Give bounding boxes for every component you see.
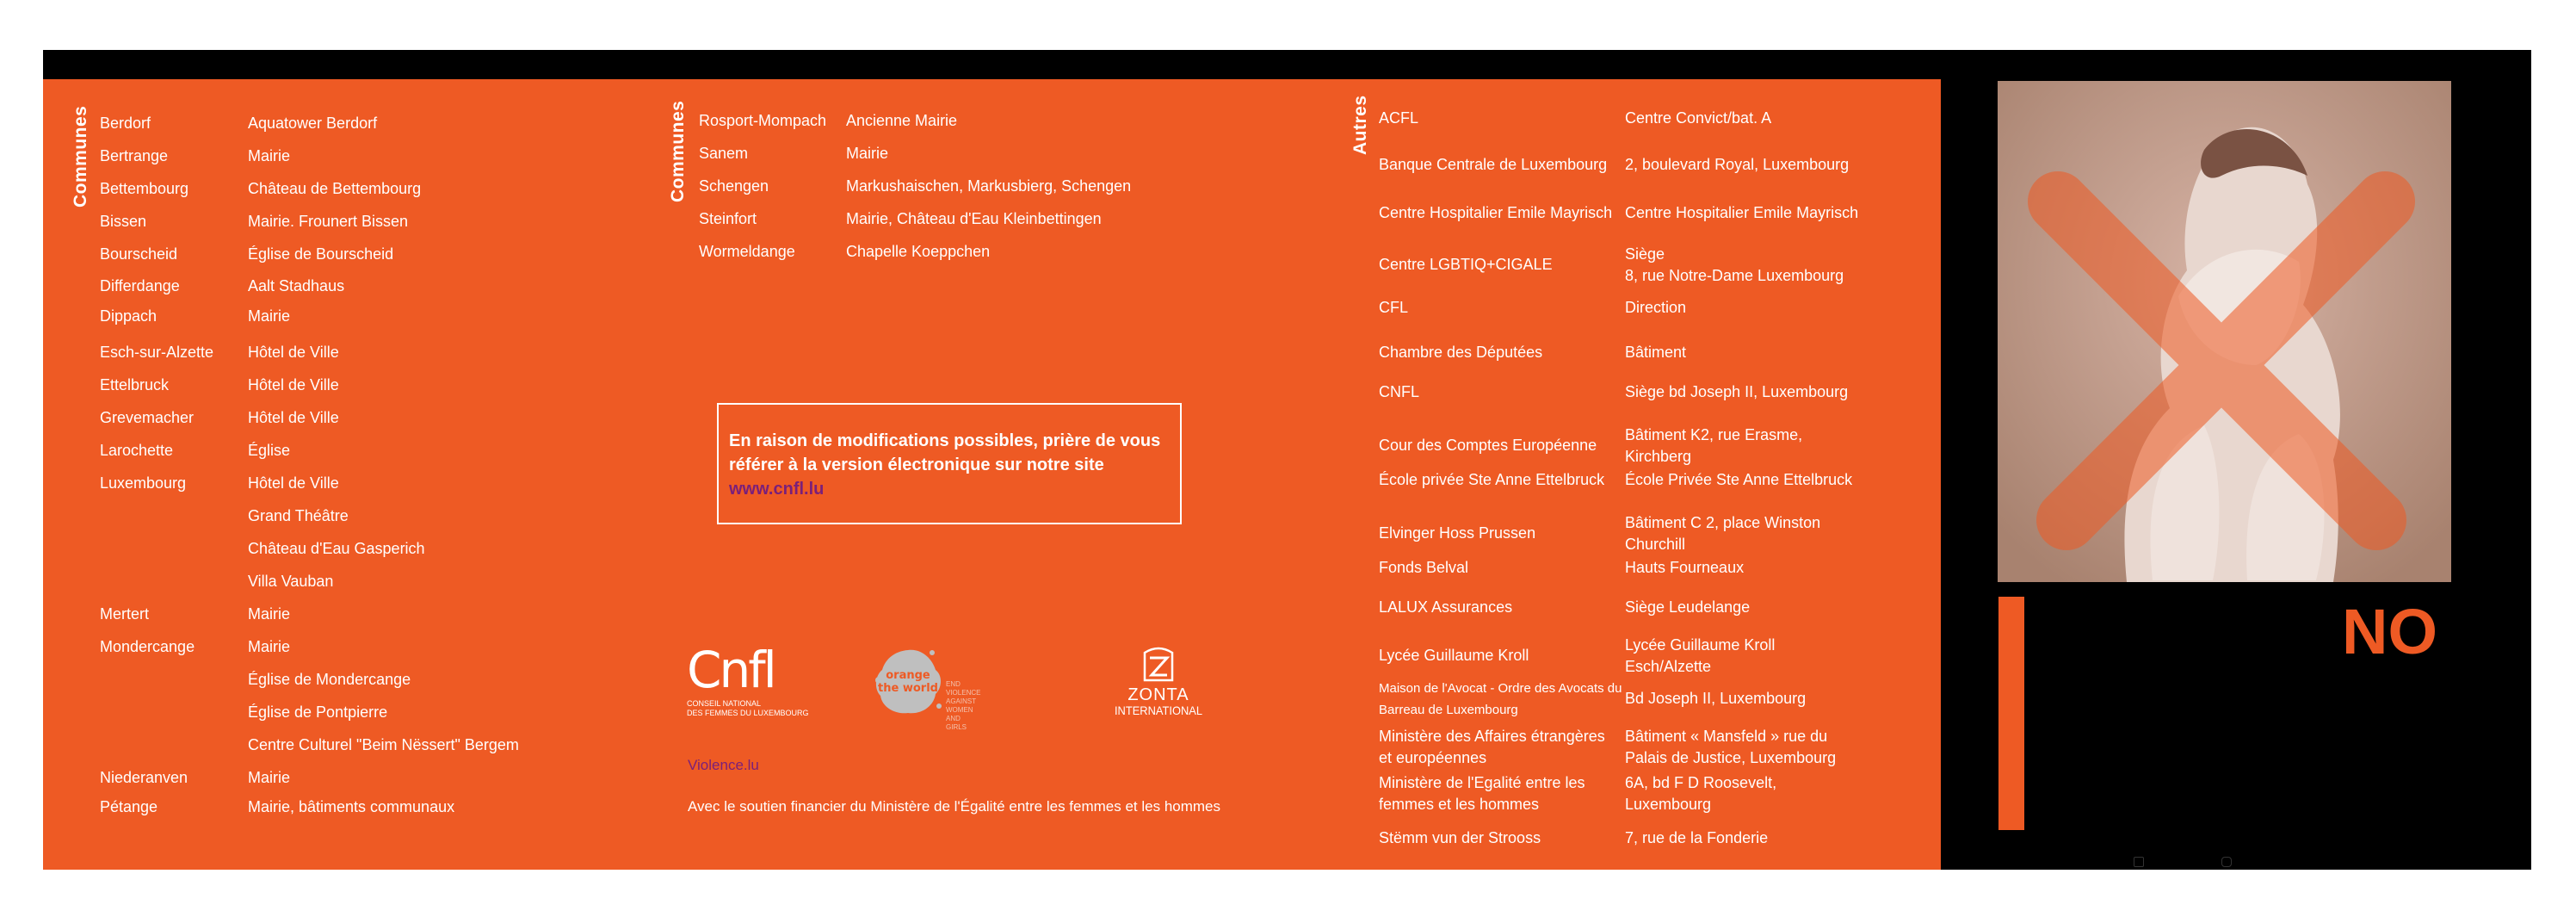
svg-text:orange: orange: [886, 669, 930, 682]
organisation-name: [1379, 435, 1597, 456]
instagram-icon[interactable]: [2221, 857, 2232, 867]
venue-line: Bâtiment C 2, place Winston: [1625, 514, 1821, 531]
venue-line-2: Palais de Justice, Luxembourg: [1625, 749, 1837, 766]
organisation-name: [1379, 678, 1622, 721]
commune-venue: Grand Théâtre: [248, 507, 349, 524]
commune-venue: Mairie: [248, 307, 291, 325]
venue-line: Bâtiment « Mansfeld » rue du: [1625, 728, 1828, 745]
organisation-venue: [1625, 688, 1806, 710]
commune-venue: Mairie: [248, 147, 291, 164]
svg-text:the world: the world: [878, 682, 938, 695]
organisation-venue: [1625, 512, 1820, 555]
orange-the-world-splash-icon: [872, 646, 945, 719]
notice-box: [717, 403, 1182, 524]
organisation-name: [1379, 597, 1512, 618]
autres-vertical-label: Autres: [1350, 95, 1370, 155]
organisation-name-line: Lycée Guillaume Kroll: [1379, 647, 1529, 664]
organisation-venue: [1625, 469, 1852, 491]
organisation-name-line: Stëmm vun der Strooss: [1379, 829, 1541, 846]
organisation-name: [1379, 827, 1541, 849]
venue-line: 7, rue de la Fonderie: [1625, 829, 1769, 846]
organisation-name-line: Maison de l'Avocat - Ordre des Avocats du: [1379, 681, 1622, 696]
organisation-name: [1379, 297, 1408, 319]
organisation-venue: [1625, 108, 1771, 129]
commune-venue: Mairie: [248, 769, 291, 786]
organisation-name: [1379, 254, 1553, 276]
commune-venue: Aquatower Berdorf: [248, 115, 378, 132]
commune-name: Differdange: [100, 277, 180, 294]
venue-line-2: 8, rue Notre-Dame Luxembourg: [1625, 267, 1844, 284]
commune-venue: Aalt Stadhaus: [248, 277, 345, 294]
organisation-name-line: ACFL: [1379, 109, 1419, 127]
notice-text: [729, 429, 1168, 501]
organisation-venue: [1625, 342, 1686, 363]
organisation-name-line: Elvinger Hoss Prussen: [1379, 524, 1536, 542]
venue-line: École Privée Ste Anne Ettelbruck: [1625, 471, 1853, 488]
cover-title-no: NO: [2342, 596, 2437, 667]
organisation-name: [1379, 726, 1605, 769]
organisation-name: [1379, 154, 1607, 176]
organisation-name: [1379, 645, 1529, 666]
cnfl-website-link[interactable]: www.cnfl.lu: [729, 480, 825, 499]
zonta-logo-text: ZONTA: [1127, 685, 1189, 704]
venue-line-2: Kirchberg: [1625, 448, 1692, 465]
organisation-name-line: Ministère de l'Egalité entre les: [1379, 774, 1585, 791]
organisation-venue: [1625, 154, 1849, 176]
organisation-venue: [1625, 597, 1750, 618]
zonta-emblem-icon: [1141, 644, 1176, 682]
organisation-venue: [1625, 557, 1744, 579]
commune-venue: Mairie, Château d'Eau Kleinbettingen: [846, 210, 1102, 227]
commune-name: Esch-sur-Alzette: [100, 344, 214, 361]
commune-name: Sanem: [699, 145, 749, 162]
commune-name: Bissen: [100, 213, 147, 230]
commune-venue: Ancienne Mairie: [846, 112, 958, 129]
communes-vertical-label-2: Communes: [668, 100, 688, 202]
organisation-venue: [1625, 425, 1802, 468]
woman-covering-face-image: [1998, 81, 2451, 582]
organisation-venue: [1625, 827, 1768, 849]
commune-name: Mertert: [100, 605, 150, 623]
commune-name: Bettembourg: [100, 180, 189, 197]
commune-name: Dippach: [100, 307, 158, 325]
commune-name: Berdorf: [100, 115, 151, 132]
commune-venue: Chapelle Koeppchen: [846, 243, 991, 260]
commune-venue: Hôtel de Ville: [248, 474, 339, 492]
violence-lu-link[interactable]: Violence.lu: [688, 757, 759, 773]
commune-venue: Hôtel de Ville: [248, 409, 339, 426]
commune-name: Grevemacher: [100, 409, 195, 426]
venue-line: 6A, bd F D Roosevelt,: [1625, 774, 1777, 791]
venue-line: Bâtiment K2, rue Erasme,: [1625, 426, 1803, 443]
orange-logo-text: [946, 680, 980, 732]
top-black-bar: [43, 50, 2531, 81]
commune-name: Steinfort: [699, 210, 757, 227]
organisation-venue: [1625, 202, 1858, 224]
organisation-name: [1379, 381, 1419, 403]
organisation-name-line: Chambre des Députées: [1379, 344, 1543, 361]
commune-name: Larochette: [100, 442, 174, 459]
commune-name: Bertrange: [100, 147, 169, 164]
organisation-name-line: CNFL: [1379, 383, 1420, 400]
venue-line: Hauts Fourneaux: [1625, 559, 1745, 576]
commune-venue: Église de Mondercange: [248, 671, 411, 688]
commune-venue: Château d'Eau Gasperich: [248, 540, 425, 557]
zonta-logo: [1107, 644, 1210, 717]
commune-venue: Église de Bourscheid: [248, 245, 394, 263]
venue-line: Centre Hospitalier Emile Mayrisch: [1625, 204, 1859, 221]
organisation-name: [1379, 342, 1542, 363]
commune-venue: Hôtel de Ville: [248, 376, 339, 394]
organisation-venue: [1625, 635, 1775, 678]
cnfl-logo-sub2: DES FEMMES DU LUXEMBOURG: [687, 709, 809, 717]
venue-line: Siège bd Joseph II, Luxembourg: [1625, 383, 1849, 400]
organisation-name-line-2: et européennes: [1379, 749, 1487, 766]
orange-accent-bar: [1998, 597, 2024, 830]
commune-name: Pétange: [100, 798, 158, 815]
organisation-name-line-2: femmes et les hommes: [1379, 796, 1540, 813]
organisation-venue: [1625, 726, 1836, 769]
venue-line: Lycée Guillaume Kroll: [1625, 636, 1776, 654]
venue-line: Bd Joseph II, Luxembourg: [1625, 690, 1807, 707]
venue-line: Siège: [1625, 245, 1665, 263]
organisation-name: [1379, 557, 1468, 579]
organisation-name-line: CFL: [1379, 299, 1409, 316]
organisation-name-line: Fonds Belval: [1379, 559, 1469, 576]
commune-venue: Mairie, bâtiments communaux: [248, 798, 455, 815]
commune-venue: Hôtel de Ville: [248, 344, 339, 361]
communes-vertical-label: Communes: [71, 105, 90, 208]
cover-photo: [1998, 81, 2451, 582]
organisation-name: [1379, 523, 1535, 544]
commune-venue: Villa Vauban: [248, 573, 334, 590]
organisation-name-line: LALUX Assurances: [1379, 598, 1513, 616]
organisation-venue: [1625, 772, 1776, 815]
organisation-name-line: Centre LGBTIQ+CIGALE: [1379, 256, 1553, 273]
cnfl-logo-sub1: CONSEIL NATIONAL: [687, 699, 762, 708]
venue-line-2: Luxembourg: [1625, 796, 1712, 813]
commune-venue: Centre Culturel "Beim Nëssert" Bergem: [248, 736, 519, 753]
organisation-name-line-2: Barreau de Luxembourg: [1379, 703, 1518, 717]
commune-name: Rosport-Mompach: [699, 112, 827, 129]
organisation-name: [1379, 202, 1612, 224]
commune-venue: Mairie: [248, 605, 291, 623]
venue-line: Direction: [1625, 299, 1687, 316]
orange-logo-sub1: END VIOLENCE: [946, 680, 981, 697]
organisation-venue: [1625, 244, 1844, 287]
commune-venue: Markushaischen, Markusbierg, Schengen: [846, 177, 1132, 195]
organisation-name: [1379, 469, 1604, 491]
commune-name: Mondercange: [100, 638, 195, 655]
organisation-name-line: Banque Centrale de Luxembourg: [1379, 156, 1608, 173]
facebook-icon[interactable]: [2134, 857, 2144, 867]
organisation-name-line: École privée Ste Anne Ettelbruck: [1379, 471, 1605, 488]
venue-line: Bâtiment: [1625, 344, 1687, 361]
cnfl-logo-text: Cnfl: [687, 641, 775, 699]
commune-venue: Mairie. Frounert Bissen: [248, 213, 409, 230]
commune-venue: Château de Bettembourg: [248, 180, 422, 197]
commune-name: Luxembourg: [100, 474, 187, 492]
venue-line: Siège Leudelange: [1625, 598, 1751, 616]
organisation-venue: [1625, 297, 1686, 319]
orange-logo-sub2: AGAINST WOMEN: [946, 697, 976, 714]
venue-line: 2, boulevard Royal, Luxembourg: [1625, 156, 1850, 173]
commune-name: Niederanven: [100, 769, 188, 786]
orange-the-world-logo: [872, 646, 981, 731]
venue-line: Centre Convict/bat. A: [1625, 109, 1772, 127]
organisation-name-line: Centre Hospitalier Emile Mayrisch: [1379, 204, 1613, 221]
organisation-venue: [1625, 381, 1848, 403]
venue-line-2: Churchill: [1625, 536, 1686, 553]
commune-venue: Église: [248, 442, 291, 459]
commune-name: Schengen: [699, 177, 769, 195]
notice-body: En raison de modifications possibles, prière de vous référer à la version électronique sur notre site: [729, 431, 1161, 474]
commune-venue: Mairie: [846, 145, 889, 162]
zonta-logo-sub: INTERNATIONAL: [1114, 703, 1203, 717]
organisation-name-line: Ministère des Affaires étrangères: [1379, 728, 1605, 745]
orange-logo-sub3: AND GIRLS: [946, 715, 967, 731]
organisation-name-line: Cour des Comptes Européenne: [1379, 437, 1597, 454]
commune-name: Bourscheid: [100, 245, 178, 263]
organisation-name: [1379, 772, 1585, 815]
commune-name: Ettelbruck: [100, 376, 170, 394]
organisation-name: [1379, 108, 1418, 129]
commune-name: Wormeldange: [699, 243, 795, 260]
commune-venue: Église de Pontpierre: [248, 703, 388, 721]
support-credit: Avec le soutien financier du Ministère de l'Égalité entre les femmes et les hommes: [688, 798, 1221, 815]
commune-venue: Mairie: [248, 638, 291, 655]
venue-line-2: Esch/Alzette: [1625, 658, 1712, 675]
cnfl-logo: [687, 641, 809, 718]
